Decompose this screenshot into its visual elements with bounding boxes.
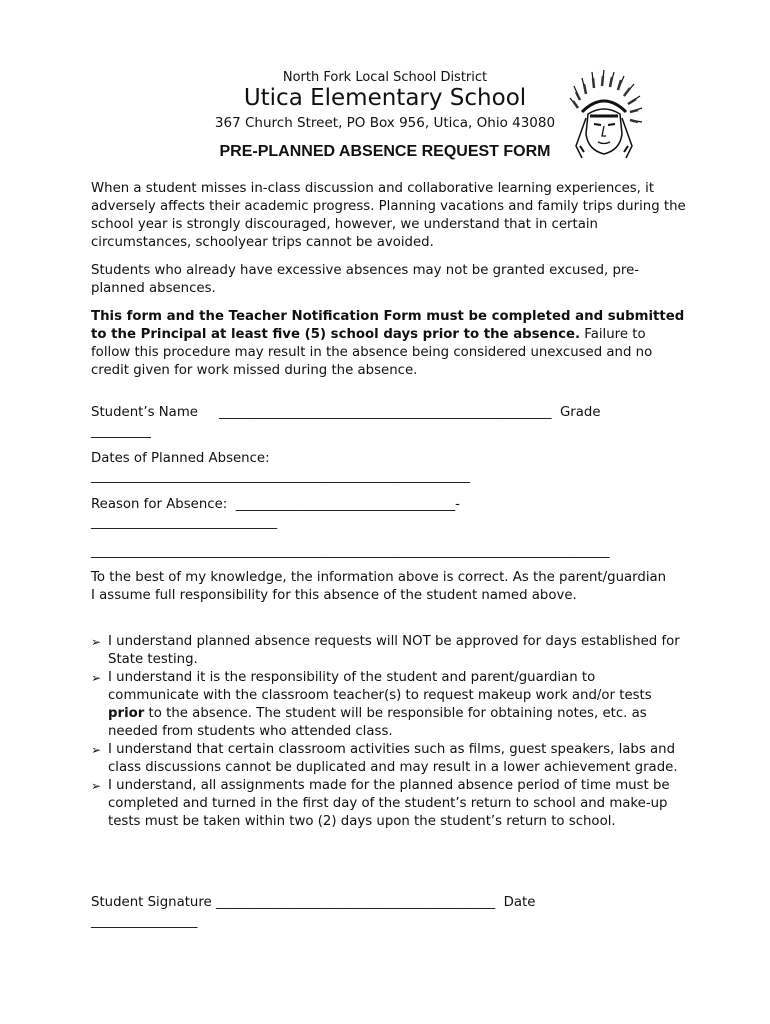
grade-label: Grade (551, 405, 601, 420)
reason-field-line-3[interactable]: ______________________________________________________________________________ (91, 544, 610, 559)
list-item (91, 777, 681, 831)
parent-acknowledgement-paragraph: To the best of my knowledge, the information above is correct. As the parent/guardian I assume full responsibility for this absence of the student named above. (91, 570, 667, 603)
dates-field[interactable]: _________________________________________________________ (91, 469, 470, 484)
signature-row (91, 894, 535, 912)
form-title: PRE-PLANNED ABSENCE REQUEST FORM (219, 143, 551, 160)
student-name-field[interactable]: __________________________________________________ (197, 405, 552, 420)
bullet-text: I understand it is the responsibility of the student and parent/guardian to communicate with the classroom teacher(s) to request makeup work and/or tests (108, 670, 652, 703)
bullet-text: I understand, all assignments made for the planned absence period of time must be completed and turned in the first day of the student’s return to school and make-up tests must be taken within two (2) days upon the student’s return to school. (108, 778, 670, 829)
bullet-text: I understand that certain classroom activities such as films, guest speakers, labs and class discussions cannot be duplicated and may result in a lower achievement grade. (108, 742, 678, 775)
bullet-bold-text: prior (108, 706, 145, 721)
acknowledgement-list (91, 633, 681, 831)
arrow-bullet-icon: ➢ (91, 635, 102, 649)
arrow-bullet-icon: ➢ (91, 779, 102, 793)
list-item (91, 669, 681, 741)
student-name-label: Student’s Name (91, 405, 198, 420)
excessive-absence-paragraph: Students who already have excessive absences may not be granted excused, pre-planned absences. (91, 263, 640, 296)
bullet-text: to the absence. The student will be responsible for obtaining notes, etc. as needed from students who attended class. (108, 706, 647, 739)
reason-field-line-1[interactable]: _________________________________- (227, 497, 460, 512)
arrow-bullet-icon: ➢ (91, 743, 102, 757)
intro-paragraph: When a student misses in-class discussion and collaborative learning experiences, it adversely affects their academic progress. Planning vacations and family trips during the school year is strongly discouraged, however, we understand that in certain circumstances, schoolyear trips cannot be avoided. (91, 181, 686, 250)
list-item (91, 741, 681, 777)
submission-requirements-paragraph (91, 308, 686, 380)
date-label: Date (495, 895, 536, 910)
grade-field[interactable]: _________ (91, 424, 151, 439)
reason-label: Reason for Absence: (91, 497, 228, 512)
list-item (91, 633, 681, 669)
submission-requirements-bold: This form and the Teacher Notification Form must be completed and submitted to the Principal at least five (5) school days prior to the absence. (91, 309, 685, 342)
reason-row (91, 496, 460, 514)
submission-requirements-rest: Failure to follow this procedure may result in the absence being considered unexcused and no credit given for work missed during the absence. (91, 327, 653, 378)
signature-field[interactable]: __________________________________________ (211, 895, 496, 910)
district-name: North Fork Local School District (282, 70, 488, 85)
signature-label: Student Signature (91, 895, 212, 910)
school-address: 367 Church Street, PO Box 956, Utica, Ohio 43080 (214, 115, 556, 131)
student-name-row (91, 404, 601, 422)
reason-field-line-2[interactable]: ____________________________ (91, 515, 278, 530)
school-name: Utica Elementary School (243, 85, 527, 111)
dates-label: Dates of Planned Absence: (91, 451, 270, 466)
bullet-text: I understand planned absence requests will NOT be approved for days established for State testing. (108, 634, 680, 667)
date-field[interactable]: ________________ (91, 914, 198, 929)
arrow-bullet-icon: ➢ (91, 671, 102, 685)
